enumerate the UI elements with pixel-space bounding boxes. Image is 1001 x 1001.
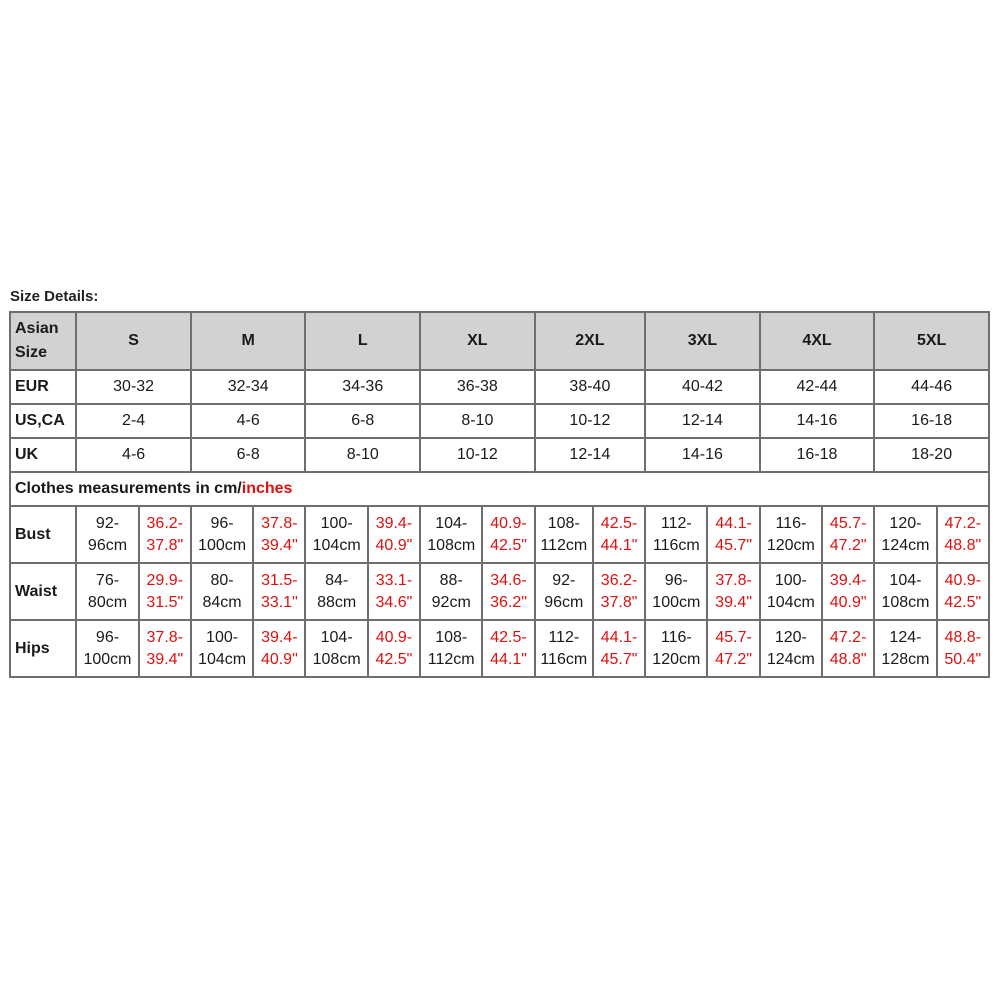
cm-value-cell [645, 620, 707, 677]
cm-value-cell [535, 563, 593, 620]
inch-value-cell [822, 506, 874, 563]
inch-range-end: 40.9" [375, 536, 413, 554]
inch-range-start: 39.4- [261, 628, 298, 646]
inch-range-end: 39.4" [146, 650, 184, 668]
cm-range-end: 80cm [87, 593, 128, 611]
cm-range-end: 108cm [312, 650, 361, 668]
cm-range-start: 112- [660, 514, 692, 532]
inch-range-end: 47.2" [829, 536, 867, 554]
inch-range-start: 37.8- [715, 571, 752, 589]
inch-range-end: 44.1" [490, 650, 527, 668]
inch-value-cell [707, 620, 759, 677]
inch-range-start: 45.7- [715, 628, 752, 646]
inch-range-start: 39.4- [375, 514, 413, 532]
cm-range-start: 112- [548, 628, 580, 646]
cm-range-end: 84cm [202, 593, 242, 611]
cm-range-end: 100cm [652, 593, 701, 611]
cm-value-cell [874, 620, 936, 677]
size-value-cell: 6-8 [305, 404, 420, 438]
inch-value-cell [822, 563, 874, 620]
measurement-label: Waist [10, 563, 76, 620]
cm-value-cell [305, 563, 367, 620]
inch-range-start: 40.9- [490, 514, 527, 532]
section-title-black: Clothes measurements in cm/ [15, 480, 242, 497]
size-chart-table [9, 311, 990, 678]
cm-range-start: 116- [660, 628, 692, 646]
inch-range-start: 37.8- [261, 514, 298, 532]
inch-range-start: 48.8- [944, 628, 982, 646]
inch-value-cell [368, 563, 420, 620]
inch-value-cell [707, 506, 759, 563]
inch-value-cell [482, 563, 534, 620]
inch-value-cell [593, 620, 645, 677]
inch-value-cell [707, 563, 759, 620]
cm-range-end: 92cm [431, 593, 471, 611]
size-conversion-row [10, 404, 989, 438]
cm-value-cell [76, 620, 138, 677]
size-value-cell: 14-16 [645, 438, 760, 472]
inch-range-start: 40.9- [375, 628, 413, 646]
cm-range-end: 112cm [427, 650, 475, 668]
size-value-cell: 38-40 [535, 370, 646, 404]
inch-range-end: 42.5" [944, 593, 982, 611]
inch-value-cell [253, 563, 305, 620]
measurement-row [10, 620, 989, 677]
size-header-cell: 4XL [760, 312, 875, 370]
asian-size-label [10, 312, 76, 370]
cm-range-start: 104- [435, 514, 468, 532]
inch-range-start: 34.6- [490, 571, 527, 589]
cm-range-start: 84- [325, 571, 349, 589]
size-value-cell: 42-44 [760, 370, 875, 404]
inch-value-cell [139, 563, 191, 620]
size-value-cell: 10-12 [535, 404, 646, 438]
cm-range-start: 120- [889, 514, 922, 532]
cm-range-end: 112cm [540, 536, 588, 554]
cm-value-cell [191, 506, 253, 563]
row-label: EUR [10, 370, 76, 404]
cm-range-end: 124cm [881, 536, 930, 554]
cm-range-start: 100- [320, 514, 353, 532]
cm-range-end: 116cm [652, 536, 700, 554]
cm-value-cell [420, 620, 482, 677]
cm-value-cell [874, 506, 936, 563]
cm-range-start: 92- [552, 571, 576, 589]
inch-range-start: 33.1- [375, 571, 413, 589]
size-value-cell: 10-12 [420, 438, 535, 472]
cm-value-cell [535, 620, 593, 677]
cm-range-end: 104cm [312, 536, 361, 554]
cm-value-cell [420, 563, 482, 620]
cm-range-start: 88- [439, 571, 463, 589]
size-value-cell: 14-16 [760, 404, 875, 438]
measurement-label: Hips [10, 620, 76, 677]
inch-range-end: 42.5" [375, 650, 413, 668]
cm-value-cell [191, 563, 253, 620]
size-value-cell: 36-38 [420, 370, 535, 404]
inch-value-cell [253, 620, 305, 677]
inch-range-start: 42.5- [600, 514, 638, 532]
cm-value-cell [535, 506, 593, 563]
inch-range-end: 47.2" [715, 650, 752, 668]
cm-range-end: 100cm [198, 536, 247, 554]
cm-range-start: 116- [775, 514, 807, 532]
inch-range-start: 36.2- [600, 571, 638, 589]
size-conversion-row [10, 370, 989, 404]
inch-range-end: 36.2" [490, 593, 527, 611]
inch-range-start: 36.2- [146, 514, 183, 532]
size-value-cell: 16-18 [760, 438, 875, 472]
asian-size-label-line1: Asian [15, 320, 59, 337]
inch-range-end: 48.8" [829, 650, 867, 668]
cm-range-start: 100- [774, 571, 807, 589]
cm-value-cell [420, 506, 482, 563]
inch-value-cell [253, 506, 305, 563]
cm-value-cell [191, 620, 253, 677]
inch-value-cell [368, 620, 420, 677]
cm-range-end: 108cm [427, 536, 476, 554]
header-row [10, 312, 989, 370]
inch-range-end: 33.1" [260, 593, 298, 611]
size-value-cell: 40-42 [645, 370, 760, 404]
cm-range-start: 76- [95, 571, 120, 589]
inch-range-end: 50.4" [944, 650, 982, 668]
inch-value-cell [937, 506, 989, 563]
inch-range-start: 40.9- [944, 571, 982, 589]
cm-range-start: 104- [889, 571, 922, 589]
inch-range-end: 40.9" [260, 650, 298, 668]
inch-range-end: 39.4" [715, 593, 752, 611]
size-header-cell: 5XL [874, 312, 989, 370]
size-value-cell: 32-34 [191, 370, 306, 404]
cm-range-end: 104cm [198, 650, 247, 668]
size-value-cell: 2-4 [76, 404, 191, 438]
inch-range-start: 42.5- [490, 628, 527, 646]
inch-range-start: 44.1- [715, 514, 752, 532]
size-value-cell: 30-32 [76, 370, 191, 404]
cm-range-start: 92- [95, 514, 120, 532]
asian-size-label-line2: Size [15, 344, 48, 361]
cm-value-cell [305, 620, 367, 677]
inch-range-start: 29.9- [146, 571, 183, 589]
row-label: US,CA [10, 404, 76, 438]
cm-range-end: 88cm [317, 593, 357, 611]
cm-range-end: 108cm [881, 593, 930, 611]
measurements-section-row [10, 472, 989, 506]
row-label: UK [10, 438, 76, 472]
cm-value-cell [305, 506, 367, 563]
measurement-row [10, 506, 989, 563]
cm-range-end: 124cm [766, 650, 815, 668]
size-value-cell: 12-14 [645, 404, 760, 438]
cm-value-cell [760, 563, 822, 620]
size-value-cell: 44-46 [874, 370, 989, 404]
inch-range-start: 45.7- [829, 514, 867, 532]
inch-range-end: 42.5" [490, 536, 527, 554]
cm-value-cell [760, 506, 822, 563]
size-header-cell: L [305, 312, 420, 370]
cm-value-cell [874, 563, 936, 620]
inch-value-cell [482, 620, 534, 677]
size-value-cell: 12-14 [535, 438, 646, 472]
inch-range-end: 44.1" [600, 536, 638, 554]
size-value-cell: 34-36 [305, 370, 420, 404]
size-header-cell: M [191, 312, 306, 370]
cm-range-start: 100- [206, 628, 239, 646]
cm-range-start: 108- [547, 514, 580, 532]
inch-value-cell [937, 620, 989, 677]
inch-value-cell [593, 563, 645, 620]
size-details-caption: Size Details: [10, 288, 99, 305]
inch-range-end: 48.8" [944, 536, 982, 554]
inch-range-start: 44.1- [600, 628, 638, 646]
size-value-cell: 6-8 [191, 438, 306, 472]
cm-value-cell [645, 563, 707, 620]
cm-range-start: 120- [774, 628, 807, 646]
size-conversion-row [10, 438, 989, 472]
size-value-cell: 4-6 [191, 404, 306, 438]
measurement-label: Bust [10, 506, 76, 563]
cm-value-cell [76, 563, 138, 620]
size-header-cell: XL [420, 312, 535, 370]
inch-range-start: 37.8- [146, 628, 183, 646]
size-value-cell: 18-20 [874, 438, 989, 472]
inch-range-end: 45.7" [600, 650, 638, 668]
inch-range-end: 34.6" [375, 593, 413, 611]
inch-range-end: 39.4" [260, 536, 298, 554]
inch-range-start: 47.2- [944, 514, 982, 532]
inch-range-start: 39.4- [829, 571, 867, 589]
inch-value-cell [822, 620, 874, 677]
cm-range-end: 96cm [544, 593, 584, 611]
cm-range-end: 96cm [87, 536, 128, 554]
cm-range-end: 104cm [766, 593, 815, 611]
size-value-cell: 8-10 [420, 404, 535, 438]
inch-range-end: 31.5" [146, 593, 184, 611]
cm-value-cell [645, 506, 707, 563]
inch-value-cell [139, 506, 191, 563]
cm-range-end: 120cm [766, 536, 815, 554]
cm-range-end: 120cm [652, 650, 701, 668]
cm-range-start: 108- [435, 628, 468, 646]
measurement-row [10, 563, 989, 620]
inch-value-cell [937, 563, 989, 620]
section-title-inches: inches [241, 480, 293, 497]
cm-range-end: 100cm [83, 650, 132, 668]
cm-range-end: 116cm [540, 650, 588, 668]
inch-value-cell [482, 506, 534, 563]
cm-range-end: 128cm [881, 650, 930, 668]
cm-range-start: 96- [95, 628, 120, 646]
size-value-cell: 4-6 [76, 438, 191, 472]
size-value-cell: 16-18 [874, 404, 989, 438]
size-header-cell: S [76, 312, 191, 370]
cm-range-start: 80- [210, 571, 234, 589]
size-value-cell: 8-10 [305, 438, 420, 472]
inch-range-start: 47.2- [829, 628, 867, 646]
inch-value-cell [139, 620, 191, 677]
inch-value-cell [593, 506, 645, 563]
size-header-cell: 2XL [535, 312, 646, 370]
cm-value-cell [760, 620, 822, 677]
inch-value-cell [368, 506, 420, 563]
inch-range-start: 31.5- [261, 571, 298, 589]
inch-range-end: 37.8" [600, 593, 638, 611]
inch-range-end: 40.9" [829, 593, 867, 611]
cm-value-cell [76, 506, 138, 563]
cm-range-start: 104- [320, 628, 353, 646]
inch-range-end: 37.8" [146, 536, 184, 554]
inch-range-end: 45.7" [715, 536, 752, 554]
measurements-section-title [10, 472, 989, 506]
size-header-cell: 3XL [645, 312, 760, 370]
cm-range-start: 96- [664, 571, 688, 589]
cm-range-start: 124- [889, 628, 922, 646]
cm-range-start: 96- [210, 514, 234, 532]
